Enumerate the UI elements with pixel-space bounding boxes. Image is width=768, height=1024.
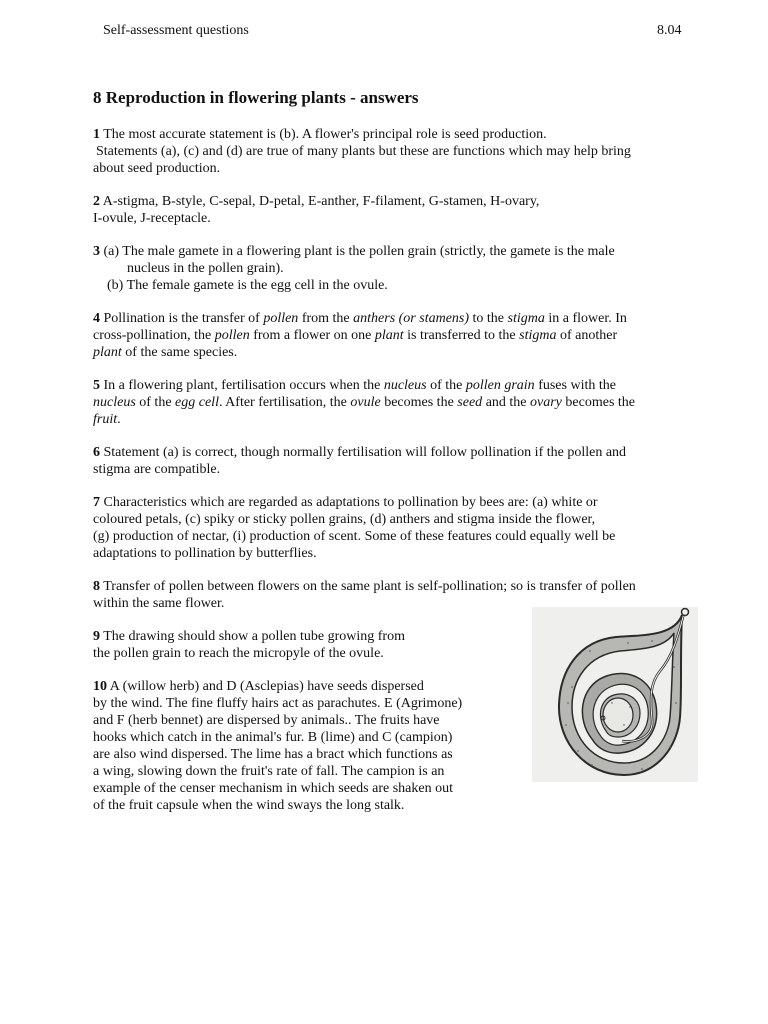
answer-number: 6 <box>93 445 100 460</box>
answer-line: adaptations to pollination by butterflies. <box>93 546 317 561</box>
answer-line: 9 The drawing should show a pollen tube growing from <box>93 629 405 644</box>
answer-line: 7 Characteristics which are regarded as adaptations to pollination by bees are: (a) white or <box>93 495 598 510</box>
answer-line: coloured petals, (c) spiky or sticky pollen grains, (d) anthers and stigma inside the flower, <box>93 512 596 527</box>
answer-line: 5 In a flowering plant, fertilisation occurs when the nucleus of the pollen grain fuses with the <box>93 378 616 393</box>
answer-line: hooks which catch in the animal's fur. B (lime) and C (campion) <box>93 730 453 745</box>
answer-line: within the same flower. <box>93 596 225 611</box>
answer-7 <box>93 494 698 562</box>
header-page-number: 8.04 <box>657 23 682 38</box>
answer-2 <box>93 193 698 227</box>
answer-line: 10 A (willow herb) and D (Asclepias) have seeds dispersed <box>93 679 424 694</box>
answer-4 <box>93 310 698 361</box>
answer-number: 9 <box>93 629 100 644</box>
answer-number: 7 <box>93 495 100 510</box>
answer-line: 3 (a) The male gamete in a flowering plant is the pollen grain (strictly, the gamete is the male <box>93 244 615 259</box>
answer-line: 2 A-stigma, B-style, C-sepal, D-petal, E-anther, F-filament, G-stamen, H-ovary, <box>93 194 540 209</box>
answer-line: are also wind dispersed. The lime has a bract which functions as <box>93 747 453 762</box>
answer-9 <box>93 628 513 662</box>
answer-line: and F (herb bennet) are dispersed by animals.. The fruits have <box>93 713 440 728</box>
answer-1 <box>93 126 698 177</box>
answer-3 <box>93 243 698 294</box>
answer-line: nucleus of the egg cell. After fertilisation, the ovule becomes the seed and the ovary becomes the <box>93 395 635 410</box>
answer-line: stigma are compatible. <box>93 462 221 477</box>
answer-5 <box>93 377 698 428</box>
answer-line: example of the censer mechanism in which seeds are shaken out <box>93 781 453 796</box>
answer-number: 2 <box>93 194 100 209</box>
answer-number: 10 <box>93 679 107 694</box>
answer-line: (g) production of nectar, (i) production of scent. Some of these features could equally well be <box>93 529 616 544</box>
answer-line: of the fruit capsule when the wind sways the long stalk. <box>93 798 405 813</box>
answer-line: plant of the same species. <box>93 345 238 360</box>
ovule-pollen-tube-icon <box>532 607 698 782</box>
answer-line: 1 The most accurate statement is (b). A flower's principal role is seed production. <box>93 127 547 142</box>
answer-number: 5 <box>93 378 100 393</box>
answer-line: nucleus in the pollen grain). <box>127 261 284 276</box>
answer-number: 4 <box>93 311 100 326</box>
answer-10 <box>93 678 513 814</box>
answer-6 <box>93 444 698 478</box>
answer-number: 1 <box>93 127 100 142</box>
answer-line: Statements (a), (c) and (d) are true of many plants but these are functions which may help bring <box>96 144 631 159</box>
answer-number: 8 <box>93 579 100 594</box>
answer-line: fruit. <box>93 412 121 427</box>
answer-line: 6 Statement (a) is correct, though normally fertilisation will follow pollination if the pollen and <box>93 445 627 460</box>
answer-number: 3 <box>93 244 100 259</box>
answer-line: the pollen grain to reach the micropyle of the ovule. <box>93 646 384 661</box>
answer-line: about seed production. <box>93 161 221 176</box>
answer-line: cross-pollination, the pollen from a flower on one plant is transferred to the stigma of another <box>93 328 618 343</box>
ovule-pollen-tube-figure <box>532 607 698 782</box>
header-section-title: Self-assessment questions <box>103 23 249 38</box>
page-title: 8 Reproduction in flowering plants - answers <box>93 88 419 107</box>
answer-line: by the wind. The fine fluffy hairs act as parachutes. E (Agrimone) <box>93 696 463 711</box>
answer-line: (b) The female gamete is the egg cell in the ovule. <box>107 278 388 293</box>
answer-line: I-ovule, J-receptacle. <box>93 211 211 226</box>
answer-line: a wing, slowing down the fruit's rate of fall. The campion is an <box>93 764 445 779</box>
answer-line: 8 Transfer of pollen between flowers on the same plant is self-pollination; so is transfer of pollen <box>93 579 636 594</box>
answer-line: 4 Pollination is the transfer of pollen from the anthers (or stamens) to the stigma in a flower. In <box>93 311 627 326</box>
